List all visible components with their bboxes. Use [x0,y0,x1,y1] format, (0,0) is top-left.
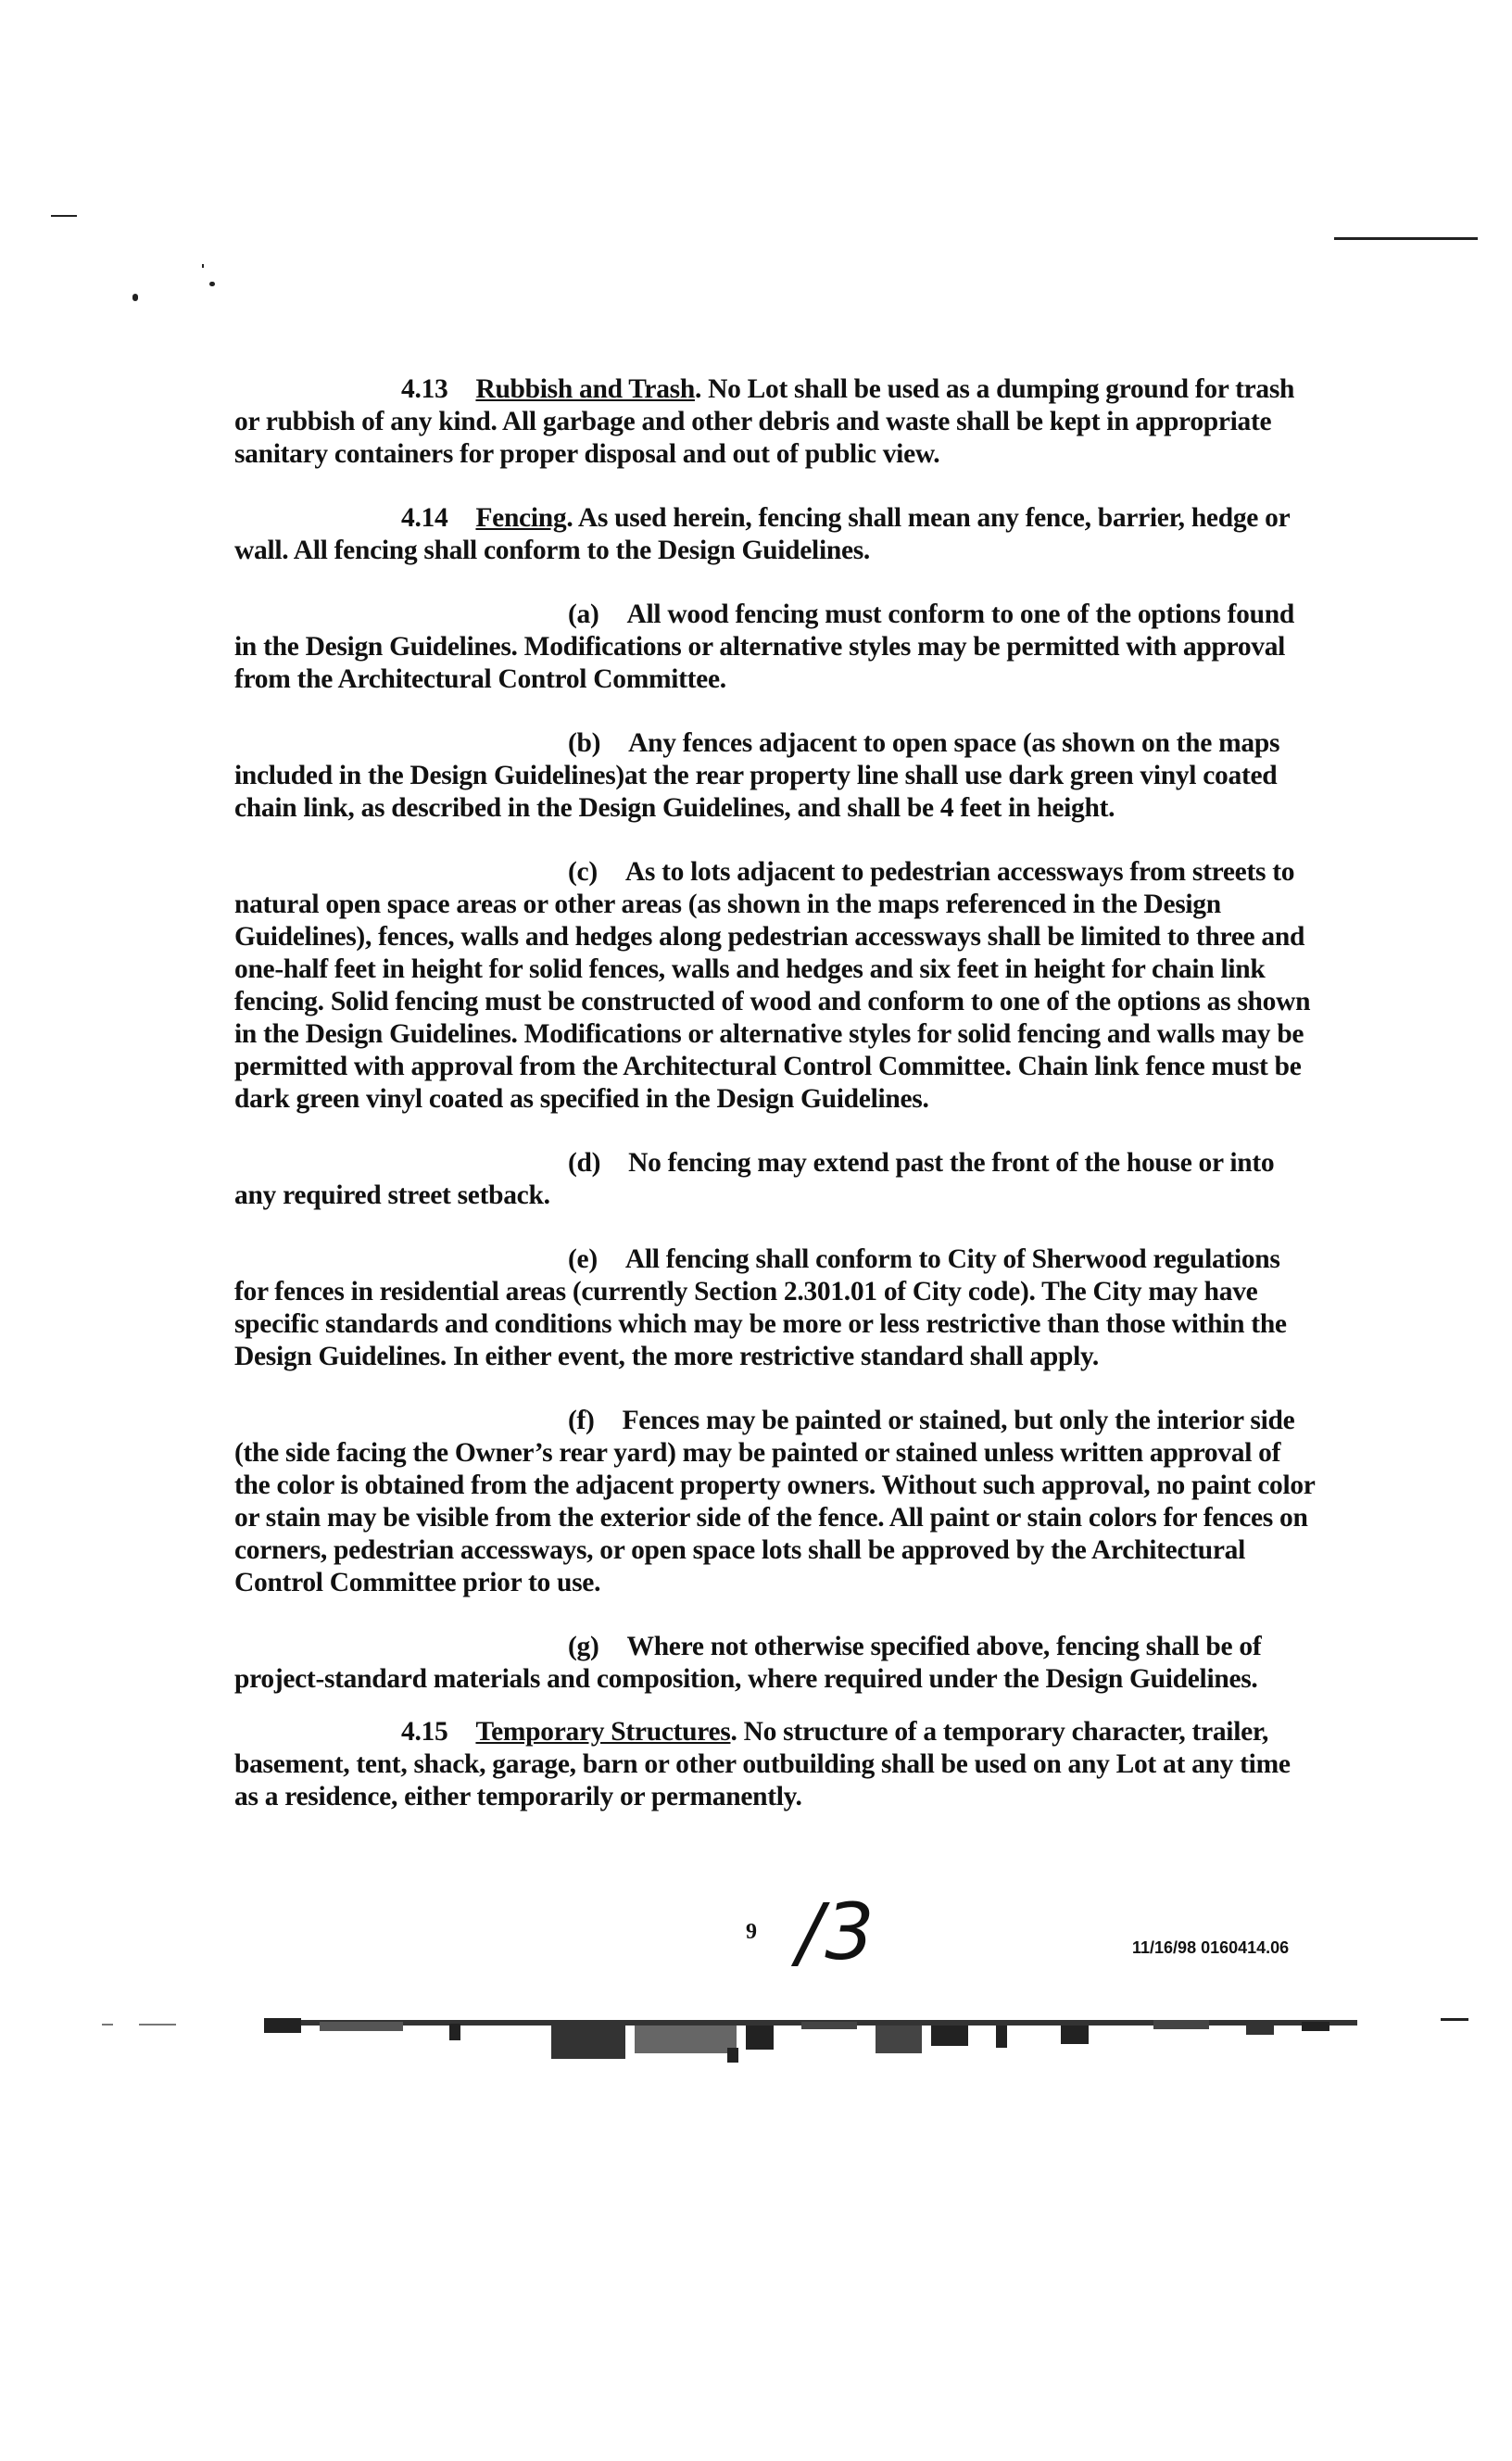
subsection-b [234,727,1318,825]
subsection-label: (f) [568,1406,595,1435]
subsection-label: (c) [568,857,598,887]
subsection-label: (a) [568,599,599,629]
section-4-15 [234,1716,1318,1813]
subsection-label: (e) [568,1244,598,1274]
subsection-e [234,1243,1318,1373]
scan-speck [209,282,215,286]
scan-speck [202,264,204,268]
document-body [234,373,1318,1845]
subsection-label: (b) [568,728,601,758]
section-4-14 [234,502,1318,567]
subsection-label: (d) [568,1148,601,1178]
subsection-f [234,1405,1318,1599]
section-number: 4.14 [401,503,448,533]
section-heading: Temporary Structures [475,1717,731,1747]
scan-mark [51,215,77,217]
section-4-13 [234,373,1318,471]
handwritten-page-mark: /3 [797,1887,876,1977]
subsection-text: No fencing may extend past the front of the house or into any required street setback. [234,1148,1275,1210]
section-heading: Fencing [475,503,567,533]
scan-mark [1334,237,1478,240]
subsection-d [234,1147,1318,1212]
scan-noise-strip [264,2001,1376,2066]
section-body: . As used herein, fencing shall mean any fence, barrier, hedge or wall. All fencing shall conform to the Design Guidelines. [234,503,1290,565]
subsection-g [234,1631,1318,1696]
section-number: 4.15 [401,1717,448,1747]
subsection-text: All wood fencing must conform to one of the options found in the Design Guidelines. Modifications or alternative styles may be permitted with approval from the Architectural Control Committee. [234,599,1294,694]
scan-mark [139,2024,176,2026]
subsection-c [234,856,1318,1116]
section-body: . No structure of a temporary character, trailer, basement, tent, shack, garage, barn or other outbuilding shall be used on any Lot at any time as a residence, either temporarily or permanently. [234,1717,1291,1811]
subsection-text: Fences may be painted or stained, but only the interior side (the side facing the Owner’s rear yard) may be painted or stained unless written approval of the color is obtained from the adjacent property owners. Without such approval, no paint color or stain may be visible from the exterior side of the fence. All paint or stain colors for fences on corners, pedestrian accessways, or open space lots shall be approved by the Architectural Control Committee prior to use. [234,1406,1316,1597]
page-number: 9 [746,1920,757,1944]
scan-speck [132,294,138,301]
scan-mark [102,2024,113,2026]
subsection-text: Any fences adjacent to open space (as shown on the maps included in the Design Guidelines)at the rear property line shall use dark green vinyl coated chain link, as described in the Design Guidelines, and shall be 4 feet in height. [234,728,1280,823]
subsection-text: As to lots adjacent to pedestrian accessways from streets to natural open space areas or other areas (as shown in the maps referenced in the Design Guidelines), fences, walls and hedges along pedestrian accessways shall be limited to three and one-half feet in height for solid fences, walls and hedges and six feet in height for chain link fencing. Solid fencing must be constructed of wood and conform to one of the options as shown in the Design Guidelines. Modifications or alternative styles for solid fencing and walls may be permitted with approval from the Architectural Control Committee. Chain link fence must be dark green vinyl coated as specified in the Design Guidelines. [234,857,1311,1114]
section-number: 4.13 [401,374,448,404]
subsection-a [234,599,1318,696]
section-body: . No Lot shall be used as a dumping ground for trash or rubbish of any kind. All garbage and other debris and waste shall be kept in appropriate sanitary containers for proper disposal and out of public view. [234,374,1295,469]
scan-mark [1441,2018,1468,2021]
subsection-text: All fencing shall conform to City of Sherwood regulations for fences in residential areas (currently Section 2.301.01 of City code). The City may have specific standards and conditions which may be more or less restrictive than those within the Design Guidelines. In either event, the more restrictive standard shall apply. [234,1244,1287,1371]
section-heading: Rubbish and Trash [475,374,695,404]
document-code: 11/16/98 0160414.06 [1132,1938,1290,1957]
subsection-text: Where not otherwise specified above, fencing shall be of project-standard materials and composition, where required under the Design Guidelines. [234,1632,1262,1694]
subsection-label: (g) [568,1632,599,1661]
